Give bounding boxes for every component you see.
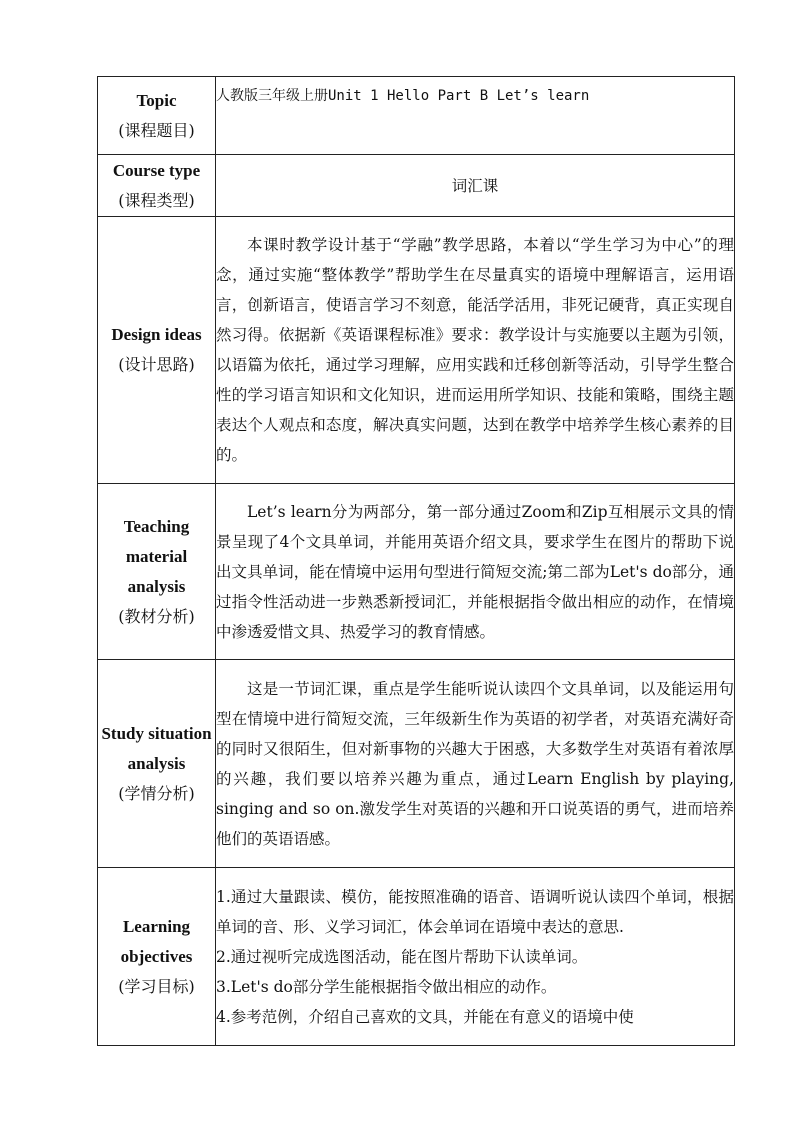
objective-item: 2.通过视听完成选图活动，能在图片帮助下认读单词。 bbox=[216, 947, 588, 966]
table-row-course-type bbox=[98, 155, 735, 217]
design-ideas-text: 本课时教学设计基于“学融”教学思路，本着以“学生学习为中心”的理念，通过实施“整体教学”帮助学生在尽量真实的语境中理解语言，运用语言，创新语言，使语言学习不刻意，能活学活用，非死记硬背，真正实现自然习得。依据新《英语课程标准》要求：教学设计与实施要以主题为引领，以语篇为依托，通过学习理解，应用实践和迁移创新等活动，引导学生整合性的学习语言知识和文化知识，进而运用所学知识、技能和策略，围绕主题表达个人观点和态度，解决真实问题，达到在教学中培养学生核心素养的目的。 bbox=[216, 236, 734, 464]
table-row-teaching-material bbox=[98, 484, 735, 660]
row-content bbox=[216, 217, 735, 484]
lesson-plan-table bbox=[97, 76, 735, 1046]
row-label bbox=[98, 217, 216, 484]
objective-item: 3.Let's do部分学生能根据指令做出相应的动作。 bbox=[216, 977, 557, 996]
row-label bbox=[98, 868, 216, 1046]
label-chinese: (学习目标) bbox=[118, 976, 195, 996]
row-content bbox=[216, 155, 735, 217]
row-content bbox=[216, 484, 735, 660]
row-label bbox=[98, 77, 216, 155]
objective-item: 1.通过大量跟读、模仿，能按照准确的语音、语调听说认读四个单词，根据单词的音、形、义学习词汇，体会单词在语境中表达的意思. bbox=[216, 887, 734, 936]
row-label bbox=[98, 155, 216, 217]
label-english: Design ideas bbox=[111, 325, 202, 344]
row-content bbox=[216, 660, 735, 868]
objective-item: 4.参考范例，介绍自己喜欢的文具，并能在有意义的语境中使 bbox=[216, 1007, 634, 1026]
topic-text: 人教版三年级上册Unit 1 Hello Part B Let’s learn bbox=[216, 88, 590, 104]
study-situation-text: 这是一节词汇课，重点是学生能听说认读四个文具单词，以及能运用句型在情境中进行简短交流，三年级新生作为英语的初学者，对英语充满好奇的同时又很陌生，但对新事物的兴趣大于困惑，大多数学生对英语有着浓厚的兴趣，我们要以培养兴趣为重点，通过Learn English by playing, singing and so on.激发学生对英语的兴趣和开口说英语的勇气，进而培养他们的英语语感。 bbox=[216, 679, 734, 848]
label-english: Topic bbox=[136, 90, 177, 110]
label-english: Learning objectives bbox=[120, 916, 193, 966]
row-content bbox=[216, 868, 735, 1046]
table-row-design-ideas bbox=[98, 217, 735, 484]
label-chinese: (学情分析) bbox=[118, 783, 195, 803]
label-chinese: (课程题目) bbox=[118, 120, 195, 140]
label-english: Teaching material analysis bbox=[123, 516, 190, 596]
table-row-topic bbox=[98, 77, 735, 155]
label-chinese: (教材分析) bbox=[118, 606, 195, 626]
label-english: Study situation analysis bbox=[101, 723, 212, 773]
label-english: Course type bbox=[112, 160, 201, 180]
label-chinese: (课程类型) bbox=[118, 190, 195, 210]
teaching-material-text: Let’s learn分为两部分，第一部分通过Zoom和Zip互相展示文具的情景呈现了4个文具单词，并能用英语介绍文具，要求学生在图片的帮助下说出文具单词，能在情境中运用句型进行简短交流;第二部为Let's do部分，通过指令性活动进一步熟悉新授词汇，并能根据指令做出相应的动作，在情境中渗透爱惜文具、热爱学习的教育情感。 bbox=[216, 502, 734, 641]
row-label bbox=[98, 660, 216, 868]
row-label bbox=[98, 484, 216, 660]
table-row-study-situation bbox=[98, 660, 735, 868]
course-type-text: 词汇课 bbox=[451, 176, 499, 195]
row-content bbox=[216, 77, 735, 155]
table-row-learning-objectives bbox=[98, 868, 735, 1046]
label-chinese: (设计思路) bbox=[118, 355, 195, 374]
